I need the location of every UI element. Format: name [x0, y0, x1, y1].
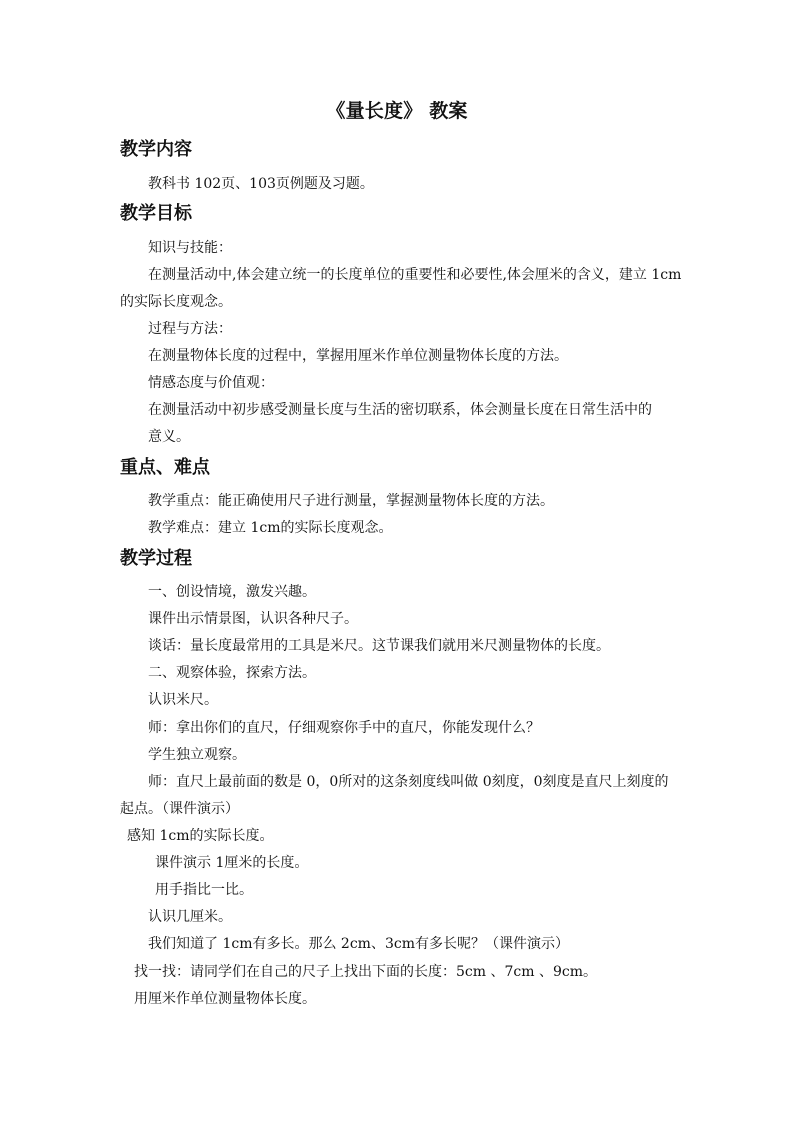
process-line: 感知 1cm的实际长度。	[127, 828, 274, 844]
process-line: 学生独立观察。	[148, 747, 246, 763]
process-line: 起点。（课件演示）	[120, 801, 239, 817]
goals-line: 知识与技能：	[148, 240, 232, 256]
document-title: 《量长度》 教案	[326, 100, 468, 122]
goals-line: 意义。	[148, 429, 190, 445]
goals-line: 在测量活动中初步感受测量长度与生活的密切联系，体会测量长度在日常生活中的	[148, 402, 652, 418]
process-line: 课件演示 1厘米的长度。	[155, 855, 309, 871]
section-heading-goals: 教学目标	[120, 203, 192, 224]
goals-line: 在测量活动中,体会建立统一的长度单位的重要性和必要性,体会厘米的含义，建立 1cm	[148, 267, 682, 283]
process-line: 认识米尺。	[148, 692, 218, 708]
process-line: 师：直尺上最前面的数是 0，0所对的这条刻度线叫做 0刻度，0刻度是直尺上刻度的	[148, 774, 669, 790]
process-line: 认识几厘米。	[148, 909, 232, 925]
goals-line: 在测量物体长度的过程中，掌握用厘米作单位测量物体长度的方法。	[148, 348, 568, 364]
goals-line: 过程与方法：	[148, 321, 232, 337]
goals-line: 的实际长度观念。	[120, 294, 232, 310]
process-line: 师：拿出你们的直尺，仔细观察你手中的直尺，你能发现什么？	[148, 720, 540, 736]
process-line: 我们知道了 1cm有多长。那么 2cm、3cm有多长呢？（课件演示）	[148, 936, 569, 952]
process-line: 找一找：请同学们在自己的尺子上找出下面的长度：5cm 、7cm 、9cm。	[134, 964, 597, 980]
process-line: 课件出示情景图，认识各种尺子。	[148, 611, 358, 627]
section-heading-process: 教学过程	[120, 548, 192, 569]
key-points-line: 教学重点：能正确使用尺子进行测量，掌握测量物体长度的方法。	[148, 493, 554, 509]
section-heading-content: 教学内容	[120, 139, 192, 160]
process-line: 二、观察体验，探索方法。	[148, 665, 316, 681]
process-line: 用厘米作单位测量物体长度。	[134, 991, 316, 1007]
content-line: 教科书 102页、103页例题及习题。	[148, 176, 374, 192]
process-line: 用手指比一比。	[155, 882, 253, 898]
process-line: 谈话：量长度最常用的工具是米尺。这节课我们就用米尺测量物体的长度。	[148, 638, 610, 654]
section-heading-key-points: 重点、难点	[120, 457, 210, 478]
key-points-line: 教学难点：建立 1cm的实际长度观念。	[148, 520, 393, 536]
process-line: 一、创设情境，激发兴趣。	[148, 584, 316, 600]
goals-line: 情感态度与价值观：	[148, 375, 274, 391]
